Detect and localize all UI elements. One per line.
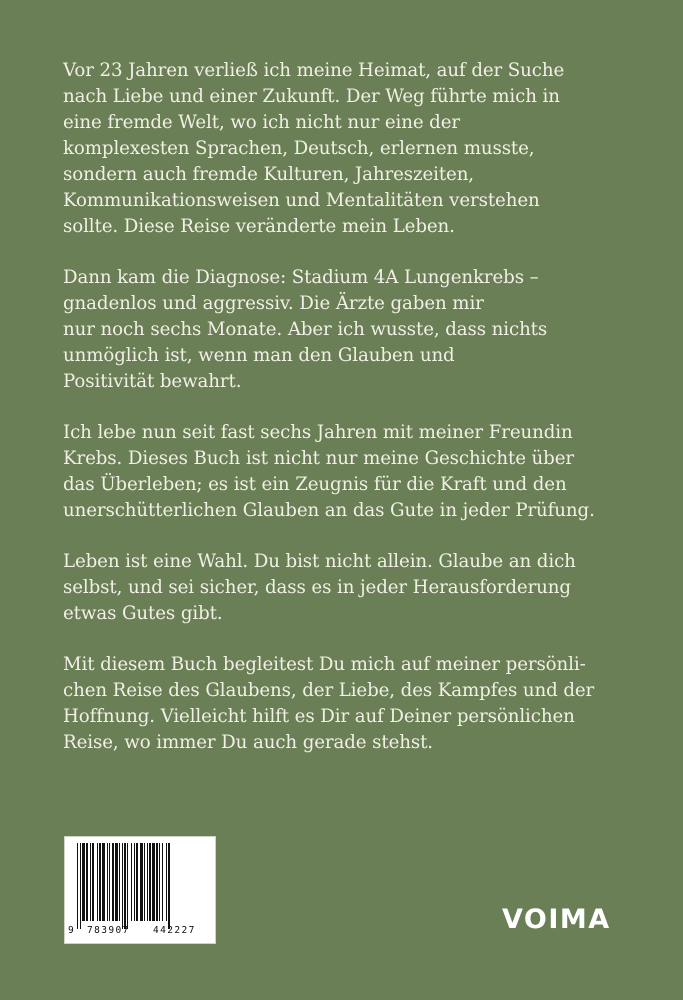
barcode-bar	[144, 843, 145, 921]
text-line: sollte. Diese Reise veränderte mein Leben.	[63, 216, 455, 237]
barcode-bar	[156, 843, 158, 921]
barcode-bar	[86, 843, 88, 921]
text-line: Dann kam die Diagnose: Stadium 4A Lungenkrebs –	[63, 267, 539, 288]
text-line: Krebs. Dieses Buch ist nicht nur meine Geschichte über	[63, 448, 574, 469]
text-line: chen Reise des Glaubens, der Liebe, des Kampfes und der	[63, 680, 595, 701]
barcode-bar	[122, 843, 123, 929]
blurb-paragraph	[63, 420, 623, 524]
blurb-paragraph	[63, 549, 623, 627]
barcode-bar	[115, 843, 118, 921]
barcode-bar	[166, 843, 167, 921]
barcode-bar	[162, 843, 163, 921]
barcode-bar	[99, 843, 101, 921]
barcode-bar	[82, 843, 85, 921]
text-line: unmöglich ist, wenn man den Glauben und	[63, 345, 455, 366]
blurb-text	[63, 58, 623, 781]
barcode-bar	[168, 843, 170, 929]
text-line: eine fremde Welt, wo ich nicht nur eine der	[63, 112, 460, 133]
barcode-bar	[102, 843, 105, 921]
barcode-bar	[119, 843, 120, 921]
barcode-bar	[77, 843, 78, 929]
text-line: Leben ist eine Wahl. Du bist nicht allein. Glaube an dich	[63, 551, 576, 572]
blurb-paragraph	[63, 265, 623, 395]
barcode-bar	[92, 843, 94, 921]
barcode-bar	[147, 843, 148, 921]
text-line: Hoffnung. Vielleicht hilft es Dir auf Deiner persönlichen	[63, 706, 575, 727]
text-line: unerschütterlichen Glauben an das Gute in jeder Prüfung.	[63, 500, 595, 521]
barcode-bar	[149, 843, 151, 921]
barcode-right-group: 442227	[153, 925, 196, 936]
barcode-bar	[109, 843, 110, 921]
text-line: Mit diesem Buch begleitest Du mich auf meiner persönli-	[63, 654, 586, 675]
barcode-bar	[159, 843, 160, 921]
text-line: etwas Gutes gibt.	[63, 603, 223, 624]
text-line: Vor 23 Jahren verließ ich meine Heimat, auf der Suche	[63, 60, 565, 81]
blurb-paragraph	[63, 58, 623, 240]
barcode-left-group: 783907	[87, 925, 130, 936]
isbn-barcode	[64, 836, 216, 944]
text-line: komplexesten Sprachen, Deutsch, erlernen musste,	[63, 138, 535, 159]
barcode-bar	[136, 843, 138, 921]
text-line: das Überleben; es ist ein Zeugnis für die Kraft und den	[63, 474, 567, 495]
text-line: sondern auch fremde Kulturen, Jahreszeiten,	[63, 164, 474, 185]
text-line: nur noch sechs Monate. Aber ich wusste, dass nichts	[63, 319, 548, 340]
publisher-logo: VOIMA	[502, 904, 611, 935]
text-line: Reise, wo immer Du auch gerade stehst.	[63, 732, 433, 753]
barcode-bar	[152, 843, 155, 921]
barcode-bar	[140, 843, 143, 921]
barcode-bar	[124, 843, 126, 929]
barcode-lead-digit: 9	[68, 925, 74, 936]
text-line: Positivität bewahrt.	[63, 371, 242, 392]
text-line: selbst, und sei sicher, dass es in jeder Herausforderung	[63, 577, 571, 598]
barcode-bar	[131, 843, 132, 921]
barcode-bar	[97, 843, 98, 921]
blurb-paragraph	[63, 652, 623, 756]
barcode-bar	[107, 843, 108, 921]
barcode-bar	[90, 843, 91, 921]
barcode-bar	[112, 843, 114, 921]
text-line: gnadenlos und aggressiv. Die Ärzte gaben mir	[63, 293, 484, 314]
barcode-bar	[134, 843, 135, 921]
text-line: nach Liebe und einer Zukunft. Der Weg führte mich in	[63, 86, 560, 107]
text-line: Kommunikationsweisen und Mentalitäten verstehen	[63, 190, 540, 211]
barcode-digits	[65, 925, 215, 937]
barcode-bar	[127, 843, 128, 929]
barcode-bar	[80, 843, 81, 929]
text-line: Ich lebe nun seit fast sechs Jahren mit meiner Freundin	[63, 422, 573, 443]
